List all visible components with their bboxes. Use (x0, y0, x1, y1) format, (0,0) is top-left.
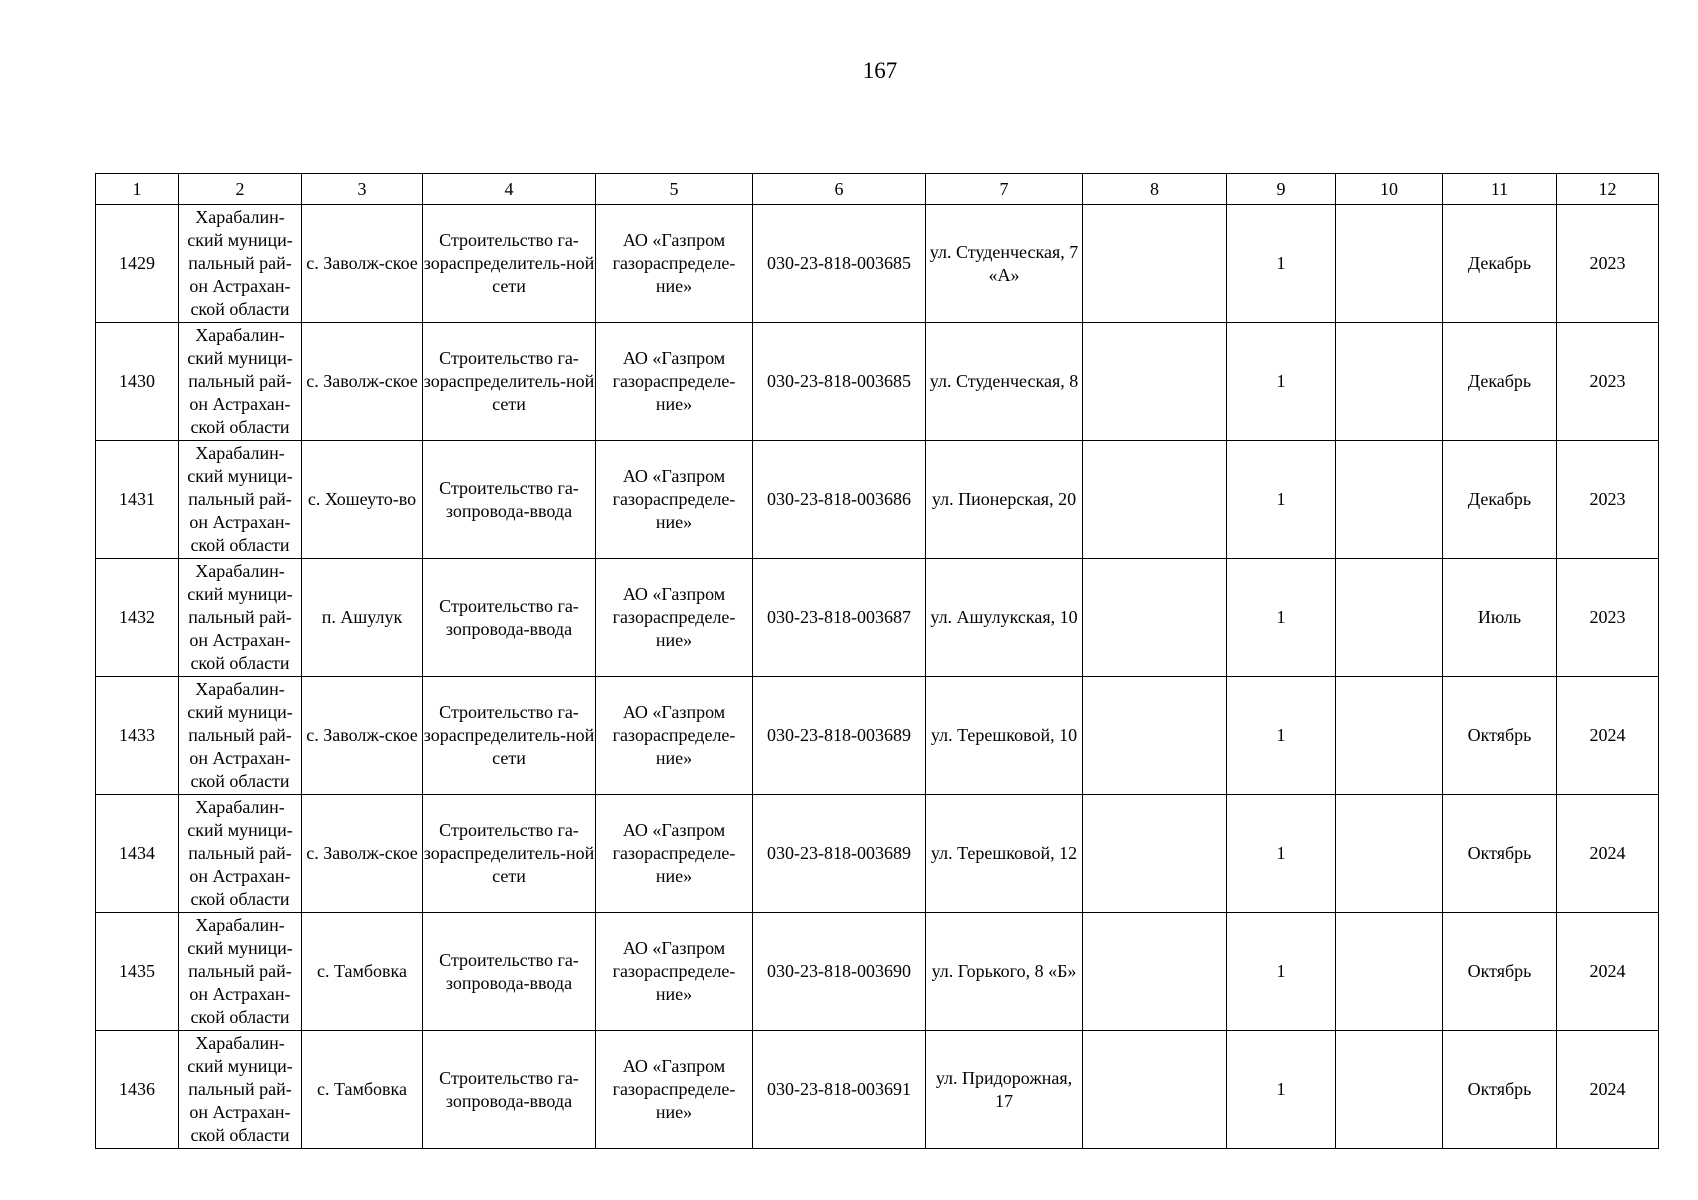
month-cell: Октябрь (1443, 795, 1557, 913)
column-header: 10 (1336, 174, 1443, 205)
column-10-cell (1336, 559, 1443, 677)
work-type-cell: Строительство га-зопровода-ввода (423, 559, 596, 677)
column-10-cell (1336, 677, 1443, 795)
settlement-cell: с. Тамбовка (302, 1031, 423, 1149)
table-row (96, 795, 1659, 913)
table-row (96, 323, 1659, 441)
work-type-cell: Строительство га-зораспределитель-ной сети (423, 323, 596, 441)
quantity-cell: 1 (1227, 677, 1336, 795)
table-row (96, 559, 1659, 677)
row-number: 1434 (96, 795, 179, 913)
district-cell: Харабалин-ский муници-пальный рай-он Астрахан-ской области (179, 559, 302, 677)
quantity-cell: 1 (1227, 441, 1336, 559)
table-row (96, 913, 1659, 1031)
year-cell: 2024 (1557, 1031, 1659, 1149)
column-10-cell (1336, 1031, 1443, 1149)
organization-cell: АО «Газпром газораспределе-ние» (596, 323, 753, 441)
table-header-row (96, 174, 1659, 205)
work-type-cell: Строительство га-зораспределитель-ной сети (423, 795, 596, 913)
column-8-cell (1083, 205, 1227, 323)
quantity-cell: 1 (1227, 559, 1336, 677)
column-8-cell (1083, 677, 1227, 795)
column-10-cell (1336, 913, 1443, 1031)
district-cell: Харабалин-ский муници-пальный рай-он Астрахан-ской области (179, 205, 302, 323)
district-cell: Харабалин-ский муници-пальный рай-он Астрахан-ской области (179, 795, 302, 913)
address-cell: ул. Терешковой, 10 (926, 677, 1083, 795)
column-header: 7 (926, 174, 1083, 205)
quantity-cell: 1 (1227, 795, 1336, 913)
organization-cell: АО «Газпром газораспределе-ние» (596, 441, 753, 559)
column-header: 4 (423, 174, 596, 205)
year-cell: 2024 (1557, 795, 1659, 913)
address-cell: ул. Студенческая, 8 (926, 323, 1083, 441)
code-cell: 030-23-818-003687 (753, 559, 926, 677)
objects-table (95, 173, 1659, 1149)
row-number: 1431 (96, 441, 179, 559)
organization-cell: АО «Газпром газораспределе-ние» (596, 1031, 753, 1149)
quantity-cell: 1 (1227, 205, 1336, 323)
settlement-cell: с. Тамбовка (302, 913, 423, 1031)
column-header: 1 (96, 174, 179, 205)
code-cell: 030-23-818-003689 (753, 677, 926, 795)
column-8-cell (1083, 795, 1227, 913)
address-cell: ул. Придорожная, 17 (926, 1031, 1083, 1149)
column-10-cell (1336, 323, 1443, 441)
column-header: 3 (302, 174, 423, 205)
district-cell: Харабалин-ский муници-пальный рай-он Астрахан-ской области (179, 1031, 302, 1149)
code-cell: 030-23-818-003685 (753, 323, 926, 441)
table-row (96, 441, 1659, 559)
row-number: 1436 (96, 1031, 179, 1149)
column-header: 8 (1083, 174, 1227, 205)
work-type-cell: Строительство га-зопровода-ввода (423, 441, 596, 559)
settlement-cell: п. Ашулук (302, 559, 423, 677)
row-number: 1433 (96, 677, 179, 795)
settlement-cell: с. Заволж-ское (302, 205, 423, 323)
year-cell: 2023 (1557, 559, 1659, 677)
column-10-cell (1336, 795, 1443, 913)
column-10-cell (1336, 441, 1443, 559)
organization-cell: АО «Газпром газораспределе-ние» (596, 913, 753, 1031)
district-cell: Харабалин-ский муници-пальный рай-он Астрахан-ской области (179, 441, 302, 559)
row-number: 1432 (96, 559, 179, 677)
settlement-cell: с. Заволж-ское (302, 323, 423, 441)
quantity-cell: 1 (1227, 323, 1336, 441)
month-cell: Июль (1443, 559, 1557, 677)
month-cell: Октябрь (1443, 677, 1557, 795)
district-cell: Харабалин-ский муници-пальный рай-он Астрахан-ской области (179, 913, 302, 1031)
code-cell: 030-23-818-003685 (753, 205, 926, 323)
column-header: 9 (1227, 174, 1336, 205)
month-cell: Октябрь (1443, 1031, 1557, 1149)
column-header: 12 (1557, 174, 1659, 205)
settlement-cell: с. Хошеуто-во (302, 441, 423, 559)
year-cell: 2024 (1557, 913, 1659, 1031)
district-cell: Харабалин-ский муници-пальный рай-он Астрахан-ской области (179, 323, 302, 441)
month-cell: Декабрь (1443, 323, 1557, 441)
code-cell: 030-23-818-003691 (753, 1031, 926, 1149)
year-cell: 2023 (1557, 205, 1659, 323)
table-row (96, 677, 1659, 795)
district-cell: Харабалин-ский муници-пальный рай-он Астрахан-ской области (179, 677, 302, 795)
address-cell: ул. Пионерская, 20 (926, 441, 1083, 559)
column-8-cell (1083, 1031, 1227, 1149)
year-cell: 2023 (1557, 441, 1659, 559)
column-header: 6 (753, 174, 926, 205)
month-cell: Октябрь (1443, 913, 1557, 1031)
page-number: 167 (862, 58, 898, 83)
work-type-cell: Строительство га-зопровода-ввода (423, 1031, 596, 1149)
organization-cell: АО «Газпром газораспределе-ние» (596, 677, 753, 795)
year-cell: 2024 (1557, 677, 1659, 795)
address-cell: ул. Студенческая, 7 «А» (926, 205, 1083, 323)
organization-cell: АО «Газпром газораспределе-ние» (596, 205, 753, 323)
table-row (96, 1031, 1659, 1149)
settlement-cell: с. Заволж-ское (302, 677, 423, 795)
organization-cell: АО «Газпром газораспределе-ние» (596, 795, 753, 913)
year-cell: 2023 (1557, 323, 1659, 441)
code-cell: 030-23-818-003686 (753, 441, 926, 559)
table-row (96, 205, 1659, 323)
table-body (96, 205, 1659, 1149)
column-header: 11 (1443, 174, 1557, 205)
code-cell: 030-23-818-003690 (753, 913, 926, 1031)
row-number: 1430 (96, 323, 179, 441)
row-number: 1429 (96, 205, 179, 323)
column-8-cell (1083, 559, 1227, 677)
column-8-cell (1083, 323, 1227, 441)
month-cell: Декабрь (1443, 205, 1557, 323)
settlement-cell: с. Заволж-ское (302, 795, 423, 913)
address-cell: ул. Горького, 8 «Б» (926, 913, 1083, 1031)
quantity-cell: 1 (1227, 1031, 1336, 1149)
address-cell: ул. Терешковой, 12 (926, 795, 1083, 913)
work-type-cell: Строительство га-зораспределитель-ной сети (423, 677, 596, 795)
column-10-cell (1336, 205, 1443, 323)
address-cell: ул. Ашулукская, 10 (926, 559, 1083, 677)
month-cell: Декабрь (1443, 441, 1557, 559)
column-8-cell (1083, 441, 1227, 559)
column-header: 5 (596, 174, 753, 205)
code-cell: 030-23-818-003689 (753, 795, 926, 913)
work-type-cell: Строительство га-зопровода-ввода (423, 913, 596, 1031)
work-type-cell: Строительство га-зораспределитель-ной сети (423, 205, 596, 323)
column-header: 2 (179, 174, 302, 205)
column-8-cell (1083, 913, 1227, 1031)
quantity-cell: 1 (1227, 913, 1336, 1031)
organization-cell: АО «Газпром газораспределе-ние» (596, 559, 753, 677)
row-number: 1435 (96, 913, 179, 1031)
